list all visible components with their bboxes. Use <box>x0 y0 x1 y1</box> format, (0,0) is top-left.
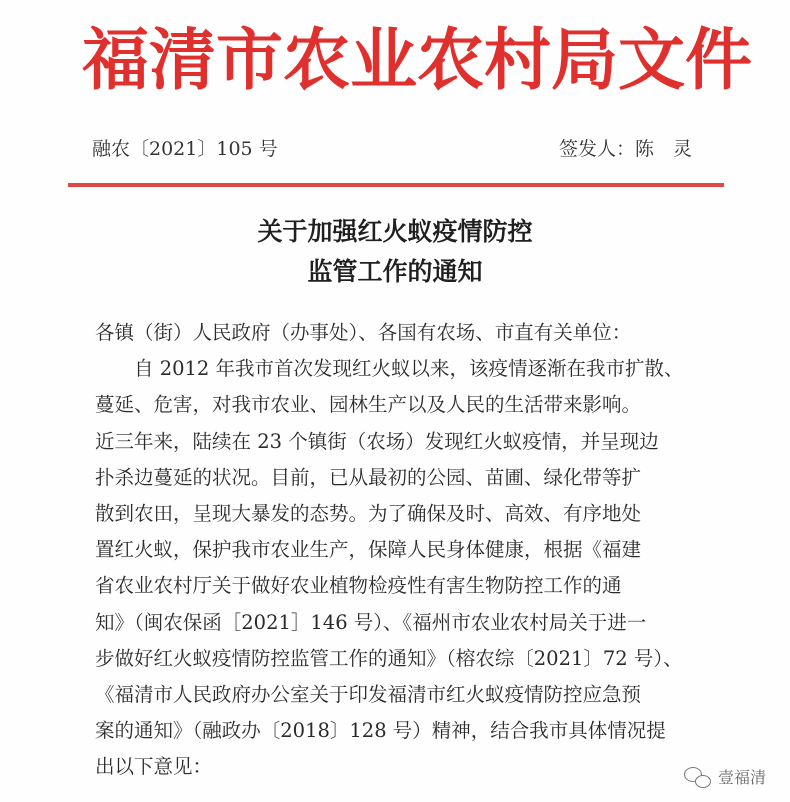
body-line: 案的通知》（融政办〔2018〕128 号）精神，结合我市具体情况提 <box>95 719 666 743</box>
body-line: 步做好红火蚁疫情防控监管工作的通知》（榕农综〔2021〕72 号）、 <box>95 646 683 670</box>
body-line: 置红火蚁，保护我市农业生产，保障人民身体健康，根据《福建 <box>95 538 642 562</box>
body-line: 省农业农村厅关于做好农业植物检疫性有害生物防控工作的通 <box>95 574 622 598</box>
body-line: 自 2012 年我市首次发现红火蚁以来，该疫情逐渐在我市扩散、 <box>95 357 684 381</box>
body-line: 《福清市人民政府办公室关于印发福清市红火蚁疫情防控应急预 <box>95 682 642 706</box>
body-line: 近三年来，陆续在 23 个镇街（农场）发现红火蚁疫情，并呈现边 <box>95 429 659 453</box>
red-divider-line <box>68 183 724 187</box>
body-line: 散到农田，呈现大暴发的态势。为了确保及时、高效、有序地处 <box>95 501 642 525</box>
body-line: 知》（闽农保函［2021］146 号）、《福州市农业农村局关于进一 <box>95 610 647 634</box>
wechat-icon <box>684 766 712 788</box>
watermark <box>684 765 766 788</box>
body-line: 各镇（街）人民政府（办事处）、各国有农场、市直有关单位： <box>95 321 632 344</box>
notice-title-line-2: 监管工作的通知 <box>307 257 483 286</box>
notice-title-line-1: 关于加强红火蚁疫情防控 <box>257 217 533 246</box>
notice-body <box>95 315 725 785</box>
watermark-label: 壹福清 <box>717 768 766 787</box>
document-number: 融农〔2021〕105 号 <box>92 138 278 160</box>
body-line: 出以下意见： <box>95 755 213 779</box>
agency-header-title: 福清市农业农村局文件 <box>82 20 752 99</box>
body-line: 蔓延、危害，对我市农业、园林生产以及人民的生活带来影响。 <box>95 393 642 417</box>
body-line: 扑杀边蔓延的状况。目前，已从最初的公园、苗圃、绿化带等扩 <box>95 465 642 489</box>
signer: 签发人：陈 灵 <box>558 138 692 160</box>
